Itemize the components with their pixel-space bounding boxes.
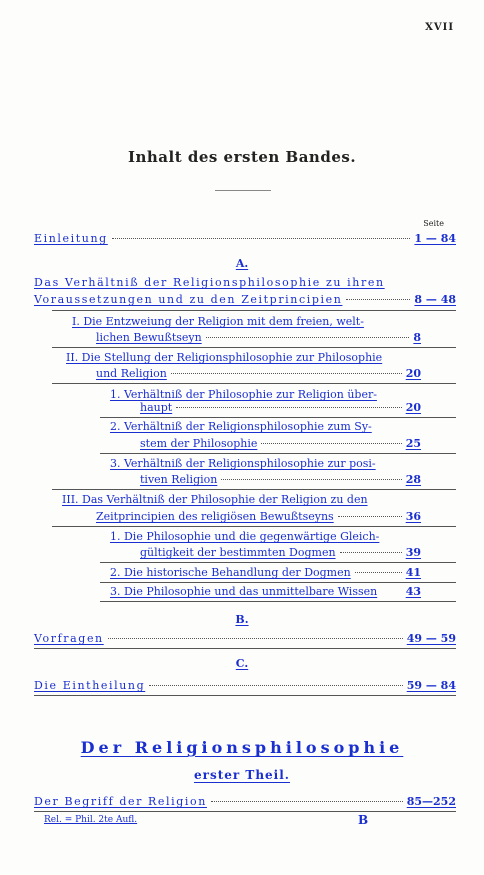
entry-page: 41 <box>405 566 421 579</box>
toc-entry-i[interactable] <box>96 331 421 344</box>
toc-entry-iii[interactable] <box>96 510 421 523</box>
dot-leader <box>108 638 403 639</box>
entry-text: und Religion <box>96 367 167 380</box>
entry-text: haupt <box>140 401 173 414</box>
entry-text: Der Begriff der Religion <box>34 795 207 808</box>
divider <box>100 582 456 583</box>
entry-text: Die Eintheilung <box>34 679 146 692</box>
entry-page: 1 — 84 <box>414 232 456 245</box>
dot-leader <box>176 407 401 408</box>
entry-page: 20 <box>405 401 421 414</box>
page-title: Inhalt des ersten Bandes. <box>127 148 357 166</box>
toc-entry-iii-line1[interactable]: III. Das Verhältniß der Philosophie der Religion zu den <box>62 493 368 506</box>
entry-page: 85—252 <box>406 795 456 808</box>
dot-leader <box>340 552 402 553</box>
toc-entry-iii3[interactable] <box>110 585 421 598</box>
footer-note: Rel. = Phil. 2te Aufl. <box>44 815 138 825</box>
seite-label: Seite <box>423 219 444 228</box>
toc-entry-ii3-line1[interactable]: 3. Verhältniß der Religionsphilosophie zur posi- <box>110 457 376 470</box>
toc-entry-eintheilung[interactable] <box>34 679 456 692</box>
entry-page: 28 <box>405 473 421 486</box>
dot-leader <box>206 337 410 338</box>
entry-page: 25 <box>405 437 421 450</box>
dot-leader <box>112 238 411 239</box>
toc-entry-ii[interactable] <box>96 367 421 380</box>
toc-entry-ii-line1[interactable]: II. Die Stellung der Religionsphilosophie zur Philosophie <box>66 351 383 364</box>
toc-entry-verhaeltnis[interactable] <box>34 293 456 306</box>
section-a-label: A. <box>235 257 249 270</box>
entry-text: Voraussetzungen und zu den Zeitprincipien <box>34 293 343 306</box>
divider <box>100 601 456 602</box>
divider <box>100 562 456 563</box>
divider <box>100 453 456 454</box>
entry-text: Vorfragen <box>34 632 104 645</box>
toc-entry-ii2-line1[interactable]: 2. Verhältniß der Religionsphilosophie zum Sy- <box>110 420 372 433</box>
toc-entry-einleitung[interactable] <box>34 232 456 245</box>
toc-entry-iii1-line1[interactable]: 1. Die Philosophie und die gegenwärtige Gleich- <box>110 530 380 543</box>
dot-leader <box>261 443 401 444</box>
page-numeral: XVII <box>425 22 454 33</box>
entry-page: 43 <box>405 585 421 598</box>
dot-leader <box>211 801 403 802</box>
entry-text: 3. Die Philosophie und das unmittelbare Wissen <box>110 585 378 598</box>
part-title: Der Religionsphilosophie <box>80 738 404 757</box>
entry-text: tiven Religion <box>140 473 218 486</box>
entry-text: Einleitung <box>34 232 108 245</box>
entry-page: 8 — 48 <box>414 293 456 306</box>
signature-mark: B <box>358 813 369 827</box>
section-c-label: C. <box>235 657 249 670</box>
toc-entry-begriff[interactable] <box>34 795 456 808</box>
divider <box>52 347 456 348</box>
toc-entry-verhaeltnis-line1[interactable]: Das Verhältniß der Religionsphilosophie zu ihren <box>34 276 385 289</box>
entry-page: 59 — 84 <box>406 679 456 692</box>
dot-leader <box>149 685 402 686</box>
dot-leader <box>221 479 401 480</box>
toc-entry-ii1-line1[interactable]: 1. Verhältniß der Philosophie zur Religion über- <box>110 388 377 401</box>
divider <box>52 383 456 384</box>
dot-leader <box>171 373 402 374</box>
entry-page: 36 <box>405 510 421 523</box>
title-divider <box>215 190 271 191</box>
divider <box>52 526 456 527</box>
entry-text: gültigkeit der bestimmten Dogmen <box>140 546 336 559</box>
toc-entry-i-line1[interactable]: I. Die Entzweiung der Religion mit dem freien, welt- <box>72 315 364 328</box>
entry-text: lichen Bewußtseyn <box>96 331 202 344</box>
toc-entry-iii2[interactable] <box>110 566 421 579</box>
divider <box>100 417 456 418</box>
entry-text: Zeitprincipien des religiösen Bewußtseyns <box>96 510 334 523</box>
divider <box>52 310 456 311</box>
divider <box>34 648 456 649</box>
entry-page: 8 <box>413 331 421 344</box>
divider <box>52 489 456 490</box>
part-subtitle: erster Theil. <box>194 768 290 782</box>
divider <box>34 695 456 696</box>
section-b-label: B. <box>235 613 249 626</box>
dot-leader <box>355 572 402 573</box>
entry-page: 39 <box>405 546 421 559</box>
toc-entry-ii2[interactable] <box>140 437 421 450</box>
entry-text: 2. Die historische Behandlung der Dogmen <box>110 566 351 579</box>
entry-page: 49 — 59 <box>406 632 456 645</box>
divider <box>34 811 456 812</box>
toc-entry-ii3[interactable] <box>140 473 421 486</box>
dot-leader <box>338 516 402 517</box>
toc-entry-iii1[interactable] <box>140 546 421 559</box>
entry-text: stem der Philosophie <box>140 437 258 450</box>
dot-leader <box>346 299 410 300</box>
entry-page: 20 <box>405 367 421 380</box>
toc-entry-vorfragen[interactable] <box>34 632 456 645</box>
toc-entry-ii1[interactable] <box>140 401 421 414</box>
